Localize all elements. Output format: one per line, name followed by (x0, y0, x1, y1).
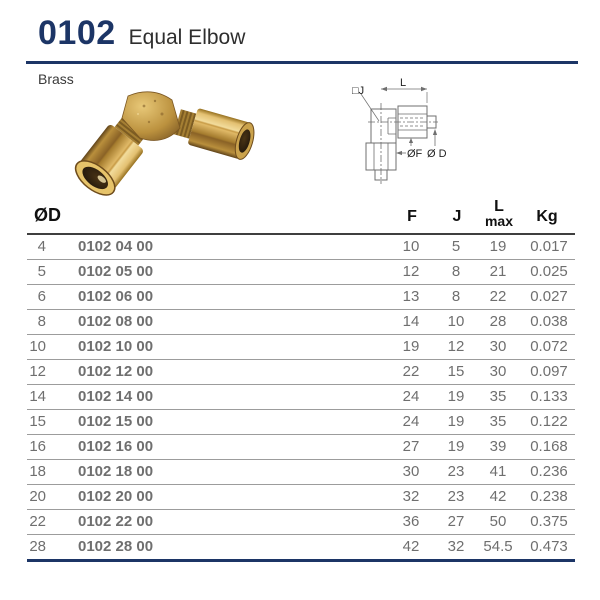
od-value: 15 (29, 413, 46, 430)
table-row (27, 410, 575, 435)
kg-value: 0.133 (530, 388, 568, 405)
table-row (27, 260, 575, 285)
od-value: 14 (29, 388, 46, 405)
part-number: 0102 12 00 (78, 363, 154, 380)
od-value: 28 (29, 538, 46, 555)
f-value: 10 (402, 238, 420, 255)
col-header-j: J (452, 208, 462, 225)
j-value: 12 (447, 338, 465, 355)
l-max-value: 35 (489, 413, 507, 430)
part-number: 0102 08 00 (78, 313, 154, 330)
page-header (38, 14, 245, 53)
page-title: Equal Elbow (128, 26, 246, 49)
photo-right-arm (172, 103, 257, 161)
l-max-value: 39 (489, 438, 507, 455)
col-header-l-max (476, 199, 522, 229)
kg-value: 0.238 (530, 488, 568, 505)
dim-label-j: □J (352, 85, 365, 97)
f-value: 32 (402, 488, 420, 505)
part-number: 0102 22 00 (78, 513, 154, 530)
f-value: 22 (402, 363, 420, 380)
part-number: 0102 28 00 (78, 538, 154, 555)
table-row (27, 460, 575, 485)
kg-value: 0.025 (530, 263, 568, 280)
material-label: Brass (38, 71, 74, 87)
spec-table-body (27, 235, 575, 562)
f-value: 13 (402, 288, 420, 305)
od-value: 20 (29, 488, 46, 505)
j-value: 19 (447, 413, 465, 430)
table-row (27, 535, 575, 559)
f-value: 30 (402, 463, 420, 480)
part-number: 0102 20 00 (78, 488, 154, 505)
od-value: 6 (37, 288, 46, 305)
j-value: 27 (447, 513, 465, 530)
table-row (27, 285, 575, 310)
j-value: 5 (451, 238, 461, 255)
dim-label-d: Ø D (427, 148, 447, 160)
l-max-value: 22 (489, 288, 507, 305)
spec-table-header (27, 199, 575, 235)
f-value: 36 (402, 513, 420, 530)
l-max-value: 41 (489, 463, 507, 480)
f-value: 42 (402, 538, 420, 555)
col-header-max: max (484, 213, 514, 229)
f-value: 12 (402, 263, 420, 280)
part-number: 0102 15 00 (78, 413, 154, 430)
l-max-value: 30 (489, 338, 507, 355)
part-number: 0102 10 00 (78, 338, 154, 355)
kg-value: 0.122 (530, 413, 568, 430)
l-max-value: 21 (489, 263, 507, 280)
j-value: 10 (447, 313, 465, 330)
kg-value: 0.236 (530, 463, 568, 480)
l-max-value: 28 (489, 313, 507, 330)
table-row (27, 310, 575, 335)
table-row (27, 485, 575, 510)
table-row (27, 360, 575, 385)
technical-diagram (348, 76, 540, 194)
part-number: 0102 18 00 (78, 463, 154, 480)
od-value: 18 (29, 463, 46, 480)
od-value: 12 (29, 363, 46, 380)
col-header-od: ØD (34, 205, 61, 225)
j-value: 19 (447, 438, 465, 455)
j-value: 23 (447, 488, 465, 505)
j-value: 8 (451, 263, 461, 280)
header-rule (26, 61, 578, 64)
table-row (27, 435, 575, 460)
j-value: 32 (447, 538, 465, 555)
table-row (27, 385, 575, 410)
col-header-l: L (494, 198, 504, 215)
od-value: 8 (37, 313, 46, 330)
part-number: 0102 04 00 (78, 238, 154, 255)
l-max-value: 30 (489, 363, 507, 380)
product-photo (56, 84, 300, 200)
dim-label-f: ØF (407, 148, 423, 160)
l-max-value: 19 (489, 238, 507, 255)
j-value: 15 (447, 363, 465, 380)
f-value: 27 (402, 438, 420, 455)
kg-value: 0.017 (530, 238, 568, 255)
od-value: 16 (29, 438, 46, 455)
kg-value: 0.168 (530, 438, 568, 455)
part-number: 0102 06 00 (78, 288, 154, 305)
kg-value: 0.027 (530, 288, 568, 305)
spec-table (27, 199, 575, 562)
table-row (27, 335, 575, 360)
l-max-value: 50 (489, 513, 507, 530)
j-value: 23 (447, 463, 465, 480)
kg-value: 0.038 (530, 313, 568, 330)
table-row (27, 235, 575, 260)
kg-value: 0.375 (530, 513, 568, 530)
part-number: 0102 14 00 (78, 388, 154, 405)
f-value: 14 (402, 313, 420, 330)
kg-value: 0.072 (530, 338, 568, 355)
l-max-value: 42 (489, 488, 507, 505)
dim-label-l: L (400, 77, 407, 89)
od-value: 22 (29, 513, 46, 530)
part-number: 0102 05 00 (78, 263, 154, 280)
od-value: 5 (37, 263, 46, 280)
f-value: 19 (402, 338, 420, 355)
col-header-kg: Kg (536, 208, 558, 225)
col-header-f: F (407, 208, 417, 225)
kg-value: 0.097 (530, 363, 568, 380)
part-number: 0102 16 00 (78, 438, 154, 455)
product-code: 0102 (38, 14, 116, 52)
kg-value: 0.473 (530, 538, 568, 555)
l-max-value: 35 (489, 388, 507, 405)
j-value: 8 (451, 288, 461, 305)
f-value: 24 (402, 413, 420, 430)
l-max-value: 54.5 (483, 538, 513, 555)
f-value: 24 (402, 388, 420, 405)
table-row (27, 510, 575, 535)
j-value: 19 (447, 388, 465, 405)
od-value: 4 (37, 238, 46, 255)
od-value: 10 (29, 338, 46, 355)
